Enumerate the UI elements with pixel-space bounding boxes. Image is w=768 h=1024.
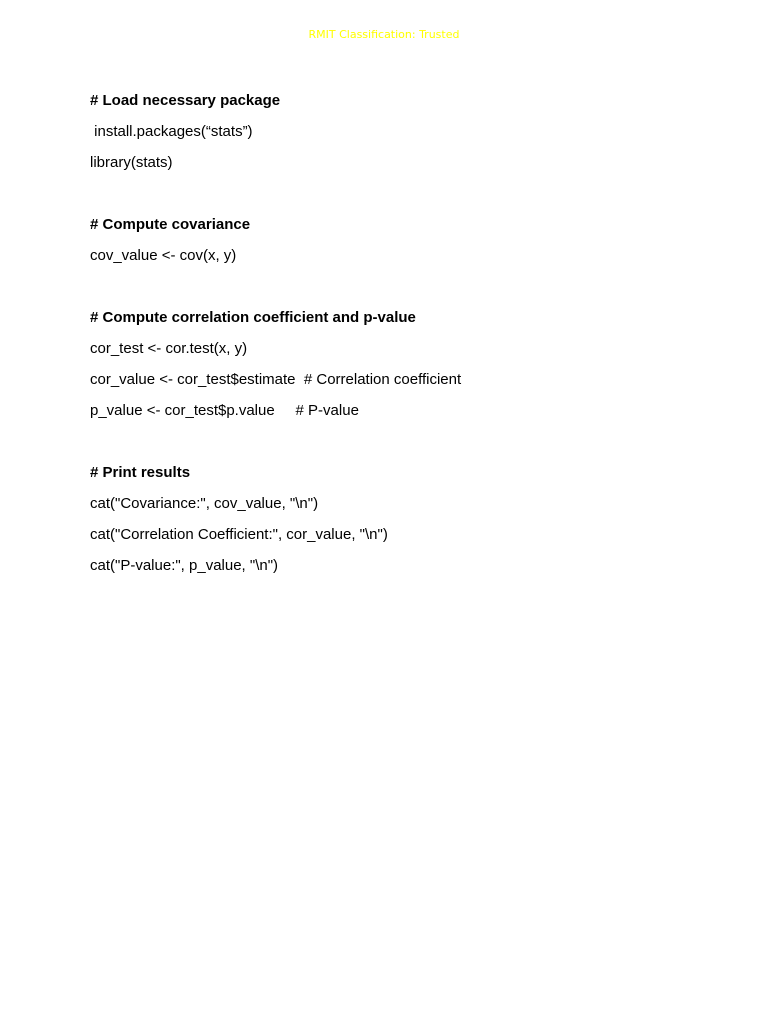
section-heading: # Compute correlation coefficient and p-value <box>90 309 416 326</box>
section-load-package <box>90 92 710 172</box>
section-covariance <box>90 216 710 265</box>
code-line: cor_test <- cor.test(x, y) <box>90 340 248 357</box>
document-body <box>90 92 710 588</box>
code-line: cat("Correlation Coefficient:", cor_value, "\n") <box>90 526 388 543</box>
section-print-results <box>90 464 710 575</box>
code-line: cor_value <- cor_test$estimate # Correlation coefficient <box>90 371 462 388</box>
blank-line <box>90 278 710 309</box>
code-line: p_value <- cor_test$p.value # P-value <box>90 402 359 419</box>
code-line: library(stats) <box>90 154 173 171</box>
section-heading: # Load necessary package <box>90 92 281 109</box>
code-line: install.packages(“stats”) <box>90 123 253 140</box>
section-heading: # Compute covariance <box>90 216 251 233</box>
blank-line <box>90 185 710 216</box>
code-line: cat("Covariance:", cov_value, "\n") <box>90 495 319 512</box>
section-heading: # Print results <box>90 464 191 481</box>
section-correlation <box>90 309 710 420</box>
classification-label: RMIT Classification: Trusted <box>308 28 460 41</box>
code-line: cat("P-value:", p_value, "\n") <box>90 557 279 574</box>
blank-line <box>90 433 710 464</box>
code-line: cov_value <- cov(x, y) <box>90 247 237 264</box>
